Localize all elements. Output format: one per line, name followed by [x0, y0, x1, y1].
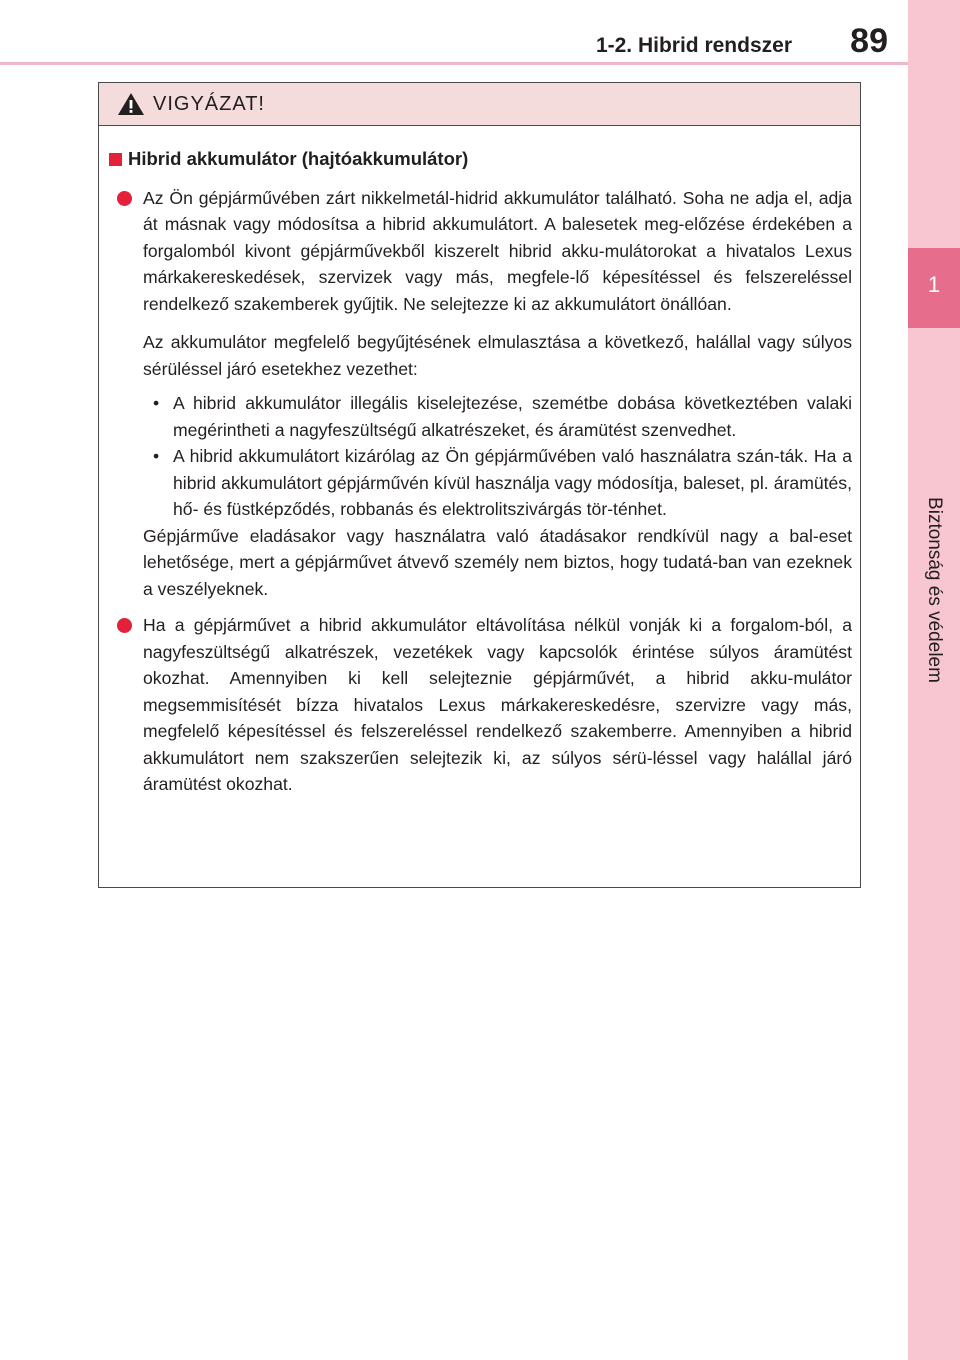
list-item — [109, 612, 852, 798]
page-number: 89 — [850, 22, 888, 60]
chapter-number-box[interactable] — [908, 248, 960, 328]
header-rule — [0, 62, 908, 65]
list-item-text: Ha a gépjárművet a hibrid akkumulátor eltávolítása nélkül vonják ki a forgalom-ból, a nagyfeszültségű alkatrészek, vezetékek vagy kapcsolók érintése súlyos áramütést okozhat. Amennyiben ki kell selejteznie gépjárművét, a hibrid akku-mulátor megsemmisítését bízza hivatalos Lexus márkakereskedésre, szervizre vagy más, megfelelő képesítéssel és felszereléssel rendelkező szakemberre. Amennyiben a hibrid akkumulátort nem szakszerűen selejtezik ki, az súlyos sérü-léssel vagy halállal járó áramütést okozhat. — [143, 615, 852, 794]
square-bullet-icon — [109, 153, 122, 166]
paragraph: Az akkumulátor megfelelő begyűjtésének elmulasztása a következő, halállal vagy súlyos sérüléssel járó esetekhez vezethet: — [143, 332, 852, 379]
small-bullet-icon: • — [153, 393, 160, 413]
sub-list-item — [153, 443, 852, 523]
warning-title: VIGYÁZAT! — [153, 92, 265, 115]
header-title: 1-2. Hibrid rendszer — [595, 34, 792, 57]
sub-list — [109, 390, 852, 523]
warning-content — [99, 126, 860, 798]
list-item — [109, 185, 852, 318]
bullet-dot-icon — [117, 618, 132, 633]
warning-box — [98, 82, 861, 888]
warning-header — [99, 83, 860, 126]
bullet-dot-icon — [117, 191, 132, 206]
warning-triangle-icon — [117, 92, 145, 116]
section-heading-text: Hibrid akkumulátor (hajtóakkumulátor) — [128, 148, 469, 169]
sub-list-item — [153, 390, 852, 443]
sub-list-item-text: A hibrid akkumulátor illegális kiselejtezése, szemétbe dobása következtében valaki megérintheti a nagyfeszültségű alkatrészeket, és áramütést szenvedhet. — [173, 393, 852, 440]
chapter-title: Biztonság és védelem — [924, 497, 945, 683]
small-bullet-icon: • — [153, 446, 160, 466]
chapter-number: 1 — [927, 272, 941, 297]
paragraph: Gépjárműve eladásakor vagy használatra való átadásakor rendkívül nagy a bal-eset lehetősége, mert a gépjárművet átvevő személy nem biztos, hogy tudatá-ban van ezeknek a veszélyeknek. — [143, 525, 852, 599]
sub-list-item-text: A hibrid akkumulátort kizárólag az Ön gépjárművében való használatra szán-ták. Ha a hibrid akkumulátort gépjárművén kívül használja vagy módosítja, baleset, pl. áramütés, hő- és füstképződés, robbanás és elektrolitszivárgás tör-ténhet. — [173, 446, 852, 519]
list-item-text: Az Ön gépjárművében zárt nikkelmetál-hidrid akkumulátor található. Soha ne adja el, adja át másnak vagy módosítsa a hibrid akkumulátort. A balesetek meg-előzése érdekében a forgalomból kivont gépjárművekből kiszerelt hibrid akku-mulátorokat a hivatalos Lexus márkakereskedések, szervizek vagy más, megfele-lő képesítéssel és felszereléssel rendelkező szakemberek gyűjtik. Ne selejtezze ki az akkumulátort önállóan. — [143, 187, 852, 314]
section-heading — [109, 146, 852, 173]
